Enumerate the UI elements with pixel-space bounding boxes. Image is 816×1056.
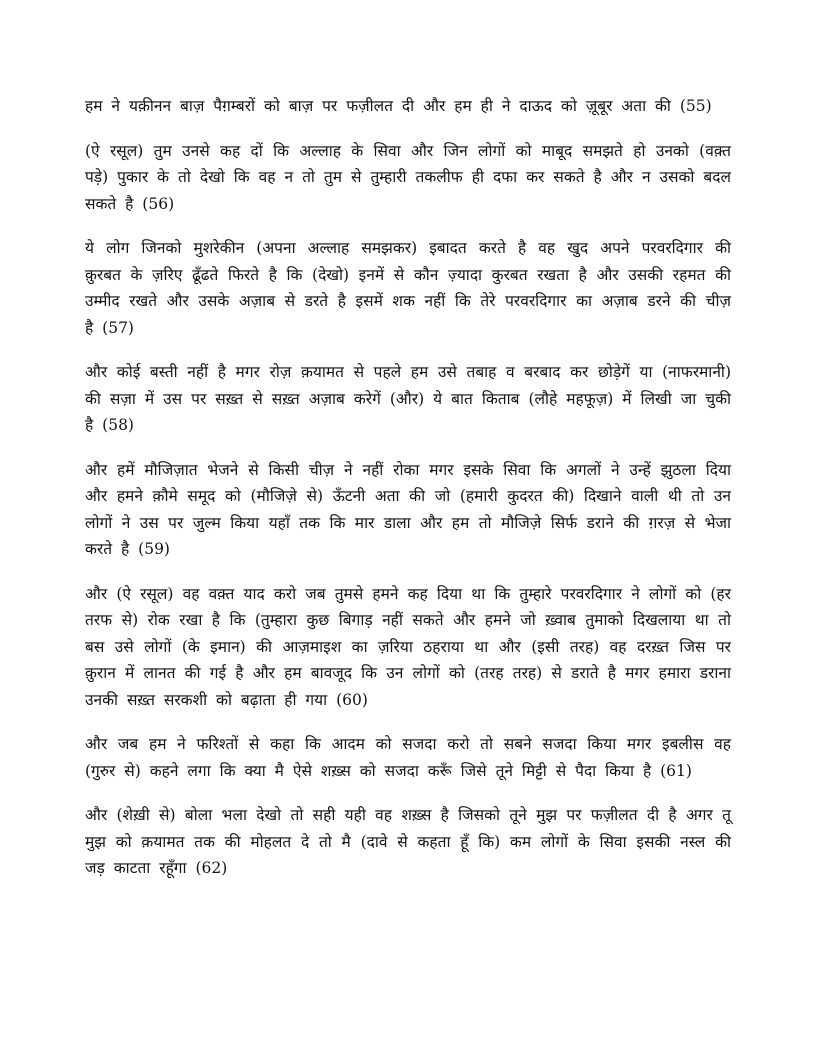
paragraph-verse-57: ये लोग जिनको मुशरेकीन (अपना अल्लाह समझकर) इबादत करते है वह खुद अपने परवरदिगार की क़ुरबत के ज़रिए ढूँढते फिरते है कि (देखो) इनमें से कौन ज़्यादा कुरबत रखता है और उसकी रहमत की उम्मीद रखते और उसके अज़ाब से डरते है इसमें शक नहीं कि तेरे परवरदिगार का अज़ाब डरने की चीज़ है (57) xyxy=(85,239,731,337)
paragraph-verse-62: और (शेख़ी से) बोला भला देखो तो सही यही वह शख़्स है जिसको तूने मुझ पर फज़ीलत दी है अगर तू मुझ को क़यामत तक की मोहलत दे तो मै (दावे से कहता हूँ कि) कम लोगों के सिवा इसकी नस्ल की जड़ काटता रहूँगा (62) xyxy=(85,806,731,877)
paragraph-verse-61: और जब हम ने फरिश्तों से कहा कि आदम को सजदा करो तो सबने सजदा किया मगर इबलीस वह (गुरुर से) कहने लगा कि क्या मै ऐसे शख़्स को सजदा करूँ जिसे तूने मिट्टी से पैदा किया है (61) xyxy=(85,735,731,780)
paragraph-verse-60: और (ऐ रसूल) वह वक़्त याद करो जब तुमसे हमने कह दिया था कि तुम्हारे परवरदिगार ने लोगों को (हर तरफ से) रोक रखा है कि (तुम्हारा कुछ बिगाड़ नहीं सकते और हमने जो ख़्वाब तुमाको दिखलाया था तो बस उसे लोगों (के इमान) की आज़माइश का ज़रिया ठहराया था और (इसी तरह) वह दरख़्त जिस पर क़ुरान में लानत की गई है और हम बावजूद कि उन लोगों को (तरह तरह) से डराते है मगर हमारा डराना उनकी सख़्त सरकशी को बढ़ाता ही गया (60) xyxy=(85,584,731,709)
paragraph-verse-58: और कोई बस्ती नहीं है मगर रोज़ क़यामत से पहले हम उसे तबाह व बरबाद कर छोड़ेगें या (नाफरमानी) की सज़ा में उस पर सख़्त से सख़्त अज़ाब करेगें (और) ये बात किताब (लौहे महफूज़) में लिखी जा चुकी है (58) xyxy=(85,363,731,434)
paragraph-verse-55: हम ने यक़ीनन बाज़ पैग़म्बरों को बाज़ पर फज़ीलत दी और हम ही ने दाऊद को ज़ूबूर अता की (55) xyxy=(85,97,712,115)
paragraph-verse-59: और हमें मौजिज़ात भेजने से किसी चीज़ ने नहीं रोका मगर इसके सिवा कि अगलों ने उन्हें झुठला दिया और हमने क़ौमे समूद को (मौजिज़े से) ऊँटनी अता की जो (हमारी कुदरत की) दिखाने वाली थी तो उन लोगों ने उस पर जुल्म किया यहाँ तक कि मार डाला और हम तो मौजिज़े सिर्फ डराने की ग़रज़ से भेजा करते है (59) xyxy=(85,460,731,558)
paragraph-verse-56: (ऐ रसूल) तुम उनसे कह दों कि अल्लाह के सिवा और जिन लोगों को माबूद समझते हो उनको (वक़्त पड़े) पुकार के तो देखो कि वह न तो तुम से तुम्हारी तकलीफ ही दफा कर सकते है और न उसको बदल सकते है (56) xyxy=(85,141,731,213)
